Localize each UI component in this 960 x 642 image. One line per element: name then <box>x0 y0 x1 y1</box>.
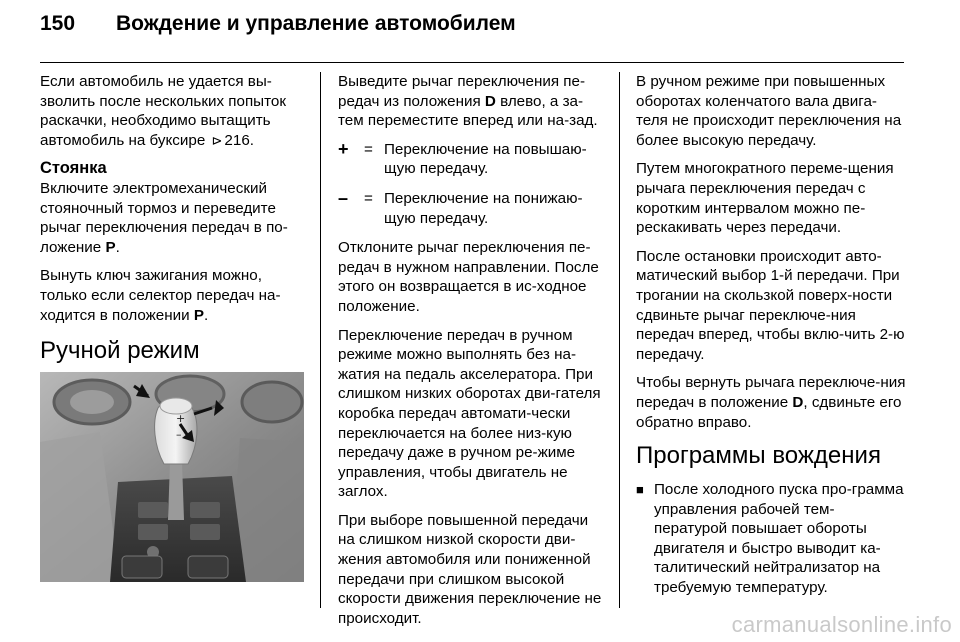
page-number: 150 <box>40 12 76 35</box>
page-reference[interactable]: 216. <box>224 131 254 149</box>
column-2 <box>338 72 606 637</box>
column-divider-1 <box>320 72 321 608</box>
stop-paragraph: После остановки происходит авто-матический выбор 1-й передачи. При трогании на скользкой поверх-ности сдвиньте рычаг переключе-ния передач вперед, чтобы вклю-чить 2-ю передачу. <box>636 247 905 363</box>
return-d-paragraph: Чтобы вернуть рычага переключе-ния передач в положение D, сдвиньте его обратно вправо. <box>636 374 906 431</box>
driving-programs-heading: Программы вождения <box>636 442 881 470</box>
skip-gears-paragraph: Путем многократного переме-щения рычага переключения передач с коротким интервалом можно пе-рескакивать через передачи. <box>636 160 894 237</box>
lever-paragraph: Выведите рычаг переключения пе-редач из положения D влево, а за-тем переместите вперед или на-зад. <box>338 73 598 130</box>
manual-shift-paragraph: Переключение передач в ручном режиме можно выполнять без на-жатия на педаль акселератора. При слишком низких оборотах дви-гателя коробка передач автомати-чески переключается на более низ-кую передачу даже в ручном ре-жиме управления, чтобы двигатель не заглох. <box>338 326 601 501</box>
parking-paragraph: Включите электромеханический стояночный тормоз и переведите рычаг переключения передач в по-ложение P. <box>40 179 288 256</box>
downshift-definition: – = Переключение на понижаю-щую передачу. <box>338 187 583 227</box>
list-item: ■ После холодного пуска про-грамма управления рабочей тем-пературой повышает обороты двигателя и быстро выводит ка-талитический нейтрализатор на требуемую температуру. <box>636 481 904 597</box>
column-1 <box>40 72 308 381</box>
bullet-icon: ■ <box>636 482 644 498</box>
plus-icon: + <box>338 138 349 159</box>
manual-mode-heading: Ручной режим <box>40 337 200 365</box>
parking-heading: Стоянка <box>40 159 107 178</box>
header-divider <box>40 62 904 63</box>
column-3 <box>636 72 906 598</box>
intro-paragraph: Если автомобиль не удается вы- зволить после нескольких попыток раскачки, необходимо вытащить автомобиль на буксире ⊳ 216. <box>40 73 286 149</box>
deflect-paragraph: Отклоните рычаг переключения пе-редач в нужном направлении. После этого он возвращается в ис-ходное положение. <box>338 239 599 315</box>
upshift-definition: + = Переключение на повышаю-щую передачу. <box>338 138 587 178</box>
shift-speed-paragraph: При выборе повышенной передачи на слишком низкой скорости дви-жения автомобиля или пониженной передачи при слишком высокой скорости движения переключение не происходит. <box>338 511 602 627</box>
key-paragraph: Вынуть ключ зажигания можно, только если селектор передач на-ходится в положении P. <box>40 267 281 324</box>
chapter-title: Вождение и управление автомобилем <box>116 12 516 35</box>
column-divider-2 <box>619 72 620 608</box>
gear-plus-label: + <box>176 412 186 425</box>
gear-selector-photo <box>40 372 304 582</box>
minus-icon: – <box>338 187 349 208</box>
page-reference-icon: ⊳ <box>211 132 223 148</box>
gear-minus-label: – <box>176 428 182 441</box>
page-header <box>40 12 516 42</box>
watermark: carmanualsonline.info <box>731 612 952 637</box>
high-rpm-paragraph: В ручном режиме при повышенных оборотах коленчатого вала двига-теля не происходит переключения на более высокую передачу. <box>636 73 902 149</box>
